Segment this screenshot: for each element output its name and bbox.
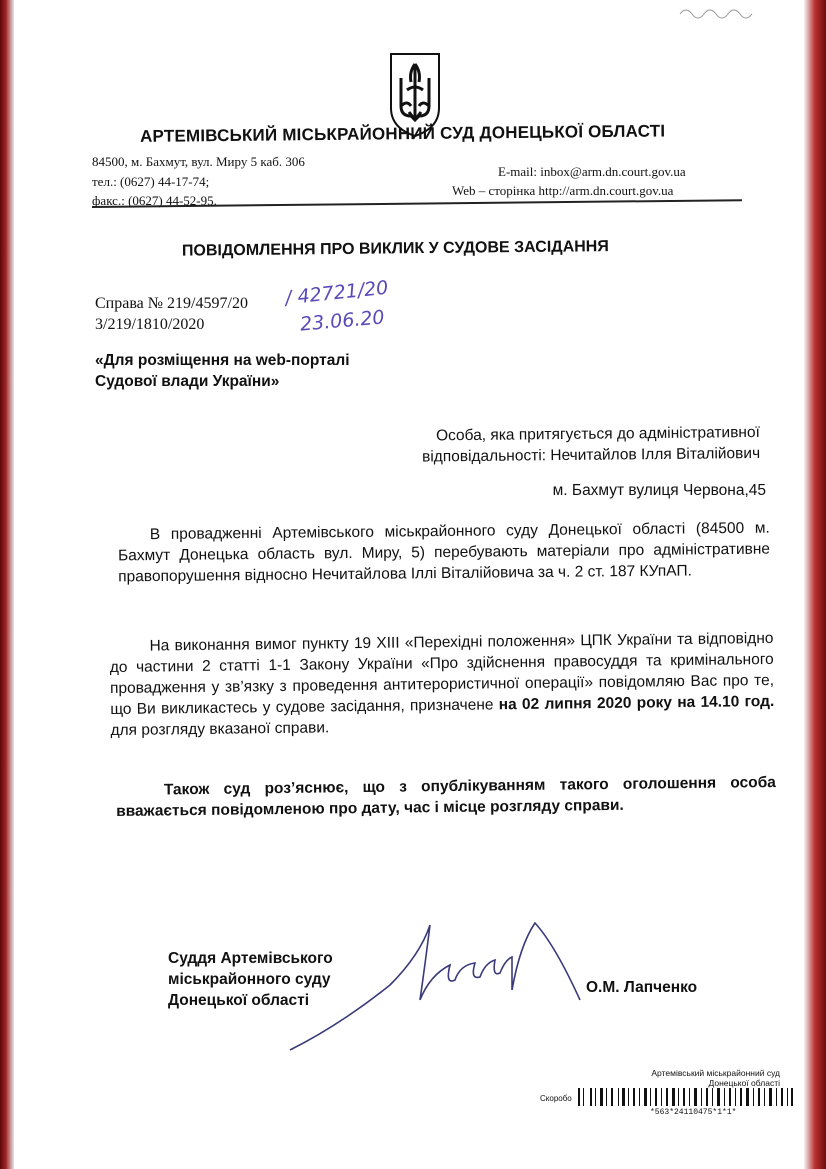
judge-signature (280, 905, 590, 1055)
judge-title-line2: міськрайонного суду (168, 971, 331, 988)
corner-handwriting-mark (675, 2, 795, 20)
addressee-line2: відповідальності: Нечитайлов Ілля Віталійович (421, 444, 761, 466)
judge-title-line3: Донецької області (168, 992, 310, 1009)
judge-name: О.М. Лапченко (586, 979, 698, 996)
portal-note-line2: Судової влади України» (95, 373, 280, 390)
court-phone: тел.: (0627) 44-17-74; (92, 174, 210, 189)
court-email: E-mail: inbox@arm.dn.court.gov.ua (498, 164, 686, 179)
paragraph-publication-notice (116, 772, 776, 822)
stamp-line2: Донецької області (708, 1078, 780, 1088)
court-website: Web – сторінка http://arm.dn.court.gov.ua (452, 183, 674, 198)
document-title: ПОВІДОМЛЕННЯ ПРО ВИКЛИК У СУДОВЕ ЗАСІДАННЯ (181, 238, 609, 260)
handwritten-registration-number: / 42721/20 (284, 276, 390, 310)
court-name: АРТЕМІВСЬКИЙ МІСЬКРАЙОННИЙ СУД ДОНЕЦЬКОЇ ОБЛАСТІ (139, 121, 666, 146)
case-number: Справа № 219/4597/20 (95, 295, 248, 312)
scanner-label: Скоробо (540, 1094, 572, 1103)
barcode-number: *563*24110475*1*1* (650, 1108, 737, 1117)
addressee (370, 422, 760, 468)
paragraph-summons-text: На виконання вимог пункту 19 ХІІІ «Перехідні положення» ЦПК України та відповідно до частини 2 статті 1-1 Закону України «Про здійснення правосуддя та кримінального провадження у зв’язку з проведення антитерористичної операції» повідомляю Вас про те, що Ви викликастесь у судове засідання, призначене (109, 629, 775, 719)
paragraph-proceedings (118, 518, 771, 588)
scan-edge-right (804, 0, 826, 1169)
scan-edge-left (0, 0, 14, 1169)
hearing-date-time: на 02 липня 2020 року на 14.10 год. (498, 692, 775, 714)
barcode-icon (578, 1088, 793, 1106)
addressee-line1: Особа, яка притягується до адміністративної (435, 423, 760, 445)
portal-note-line1: «Для розміщення на web-порталі (95, 352, 350, 369)
handwritten-date: 23.06.20 (299, 306, 386, 336)
judge-title-line1: Суддя Артемівського (168, 950, 333, 967)
court-address: 84500, м. Бахмут, вул. Миру 5 каб. 306 (92, 154, 305, 169)
addressee-address: м. Бахмут вулиця Червона,45 (552, 482, 766, 499)
court-fax: факс.: (0627) 44-52-95. (92, 193, 217, 208)
paragraph-summons-end: для розгляду вказаної справи. (110, 719, 330, 740)
case-sub-number: 3/219/1810/2020 (95, 316, 205, 333)
stamp-line1: Артемівський міськрайонний суд (651, 1068, 780, 1078)
paragraph-summons (109, 628, 774, 741)
court-stamp-label (615, 1068, 780, 1088)
paragraph-proceedings-text: В провадженні Артемівського міськрайонного суду Донецької області (84500 м. Бахмут Донецька область вул. Миру, 5) перебувають матеріали про адміністративне правопорушення відносно Нечитайлова Іллі Віталійовича за ч. 2 ст. 187 КУпАП. (117, 519, 771, 586)
case-number-block (95, 293, 248, 335)
paragraph-publication-text: Також суд роз’яснює, що з опублікуванням такого оголошення особа вважається повідомленою про дату, час і місце розгляду справи. (116, 773, 776, 821)
portal-note (95, 350, 350, 392)
